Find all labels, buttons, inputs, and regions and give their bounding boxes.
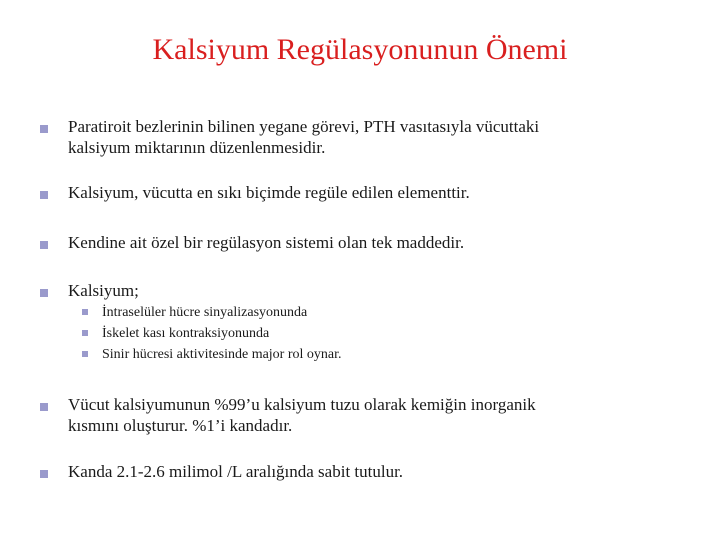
square-bullet-icon bbox=[40, 125, 48, 133]
sub-bullet-text: İntraselüler hücre sinyalizasyonunda bbox=[102, 305, 308, 320]
square-sub-bullet-icon bbox=[82, 330, 88, 336]
bullet-text bbox=[68, 461, 680, 482]
bullet-text bbox=[68, 182, 680, 203]
square-bullet-icon bbox=[40, 191, 48, 199]
bullet-text-line: Kalsiyum, vücutta en sıkı biçimde regüle edilen elementtir. bbox=[68, 183, 470, 202]
sub-bullet-text: İskelet kası kontraksiyonunda bbox=[102, 326, 270, 341]
sub-bullet-item bbox=[82, 323, 682, 344]
sub-bullet-list bbox=[82, 302, 682, 365]
square-bullet-icon bbox=[40, 241, 48, 249]
slide-title: Kalsiyum Regülasyonunun Önemi bbox=[152, 33, 568, 66]
bullet-text-line: Vücut kalsiyumunun %99’u kalsiyum tuzu olarak kemiğin inorganik bbox=[68, 395, 536, 414]
bullet-text-line: Paratiroit bezlerinin bilinen yegane görevi, PTH vasıtasıyla vücuttaki bbox=[68, 117, 540, 136]
square-bullet-icon bbox=[40, 403, 48, 411]
square-bullet-icon bbox=[40, 470, 48, 478]
bullet-text-line: Kalsiyum; bbox=[68, 281, 139, 300]
square-sub-bullet-icon bbox=[82, 351, 88, 357]
bullet-text-line: Kendine ait özel bir regülasyon sistemi olan tek maddedir. bbox=[68, 233, 465, 252]
bullet-text-line: Kanda 2.1-2.6 milimol /L aralığında sabit tutulur. bbox=[68, 462, 404, 481]
bullet-text-line: kalsiyum miktarının düzenlenmesidir. bbox=[68, 138, 326, 157]
sub-bullet-item bbox=[82, 302, 682, 323]
sub-bullet-item bbox=[82, 344, 682, 365]
bullet-text-line: kısmını oluşturur. %1’i kandadır. bbox=[68, 416, 293, 435]
bullet-text bbox=[68, 116, 680, 158]
sub-bullet-text: Sinir hücresi aktivitesinde major rol oynar. bbox=[102, 347, 342, 362]
bullet-text bbox=[68, 232, 680, 253]
bullet-text bbox=[68, 394, 680, 436]
square-bullet-icon bbox=[40, 289, 48, 297]
bullet-text bbox=[68, 280, 680, 301]
square-sub-bullet-icon bbox=[82, 309, 88, 315]
